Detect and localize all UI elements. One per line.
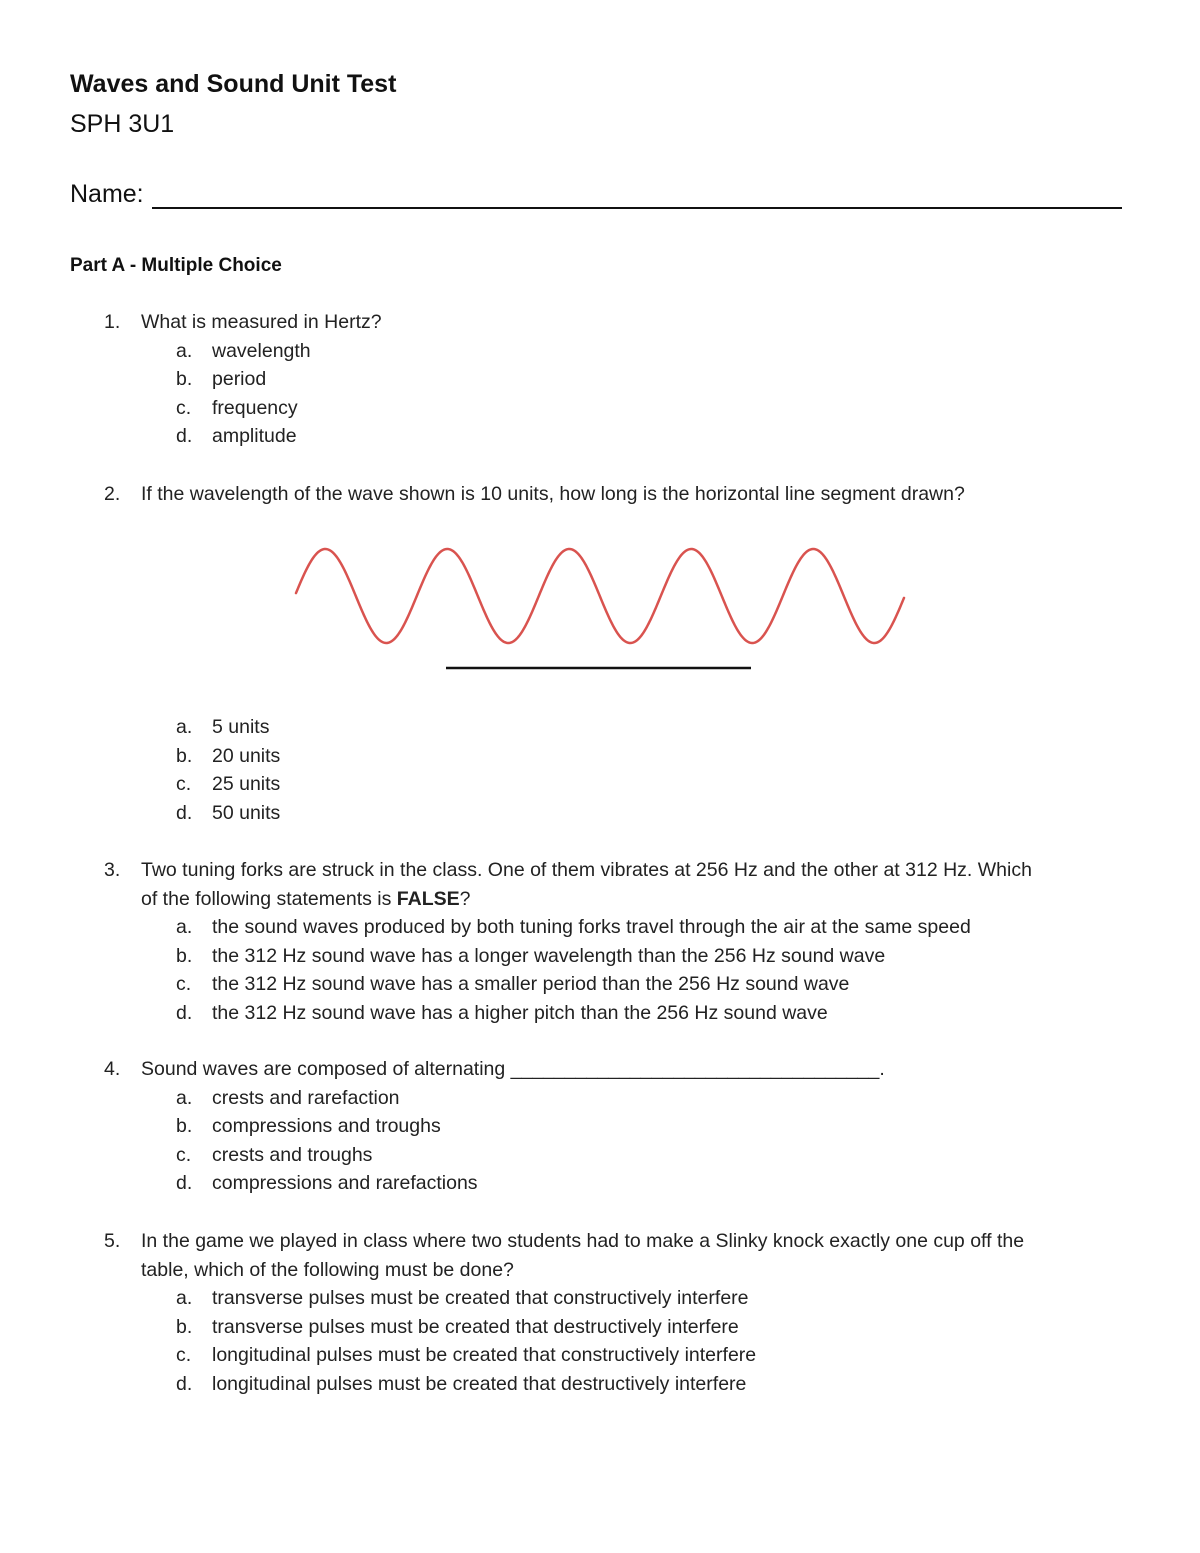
option-d[interactable] [70,422,1130,451]
name-row [70,180,1122,209]
option-text: 20 units [212,744,281,767]
option-text: transverse pulses must be created that destructively interfere [212,1315,739,1338]
question-2-options [70,713,1130,827]
option-text: the 312 Hz sound wave has a smaller period than the 256 Hz sound wave [212,973,850,995]
option-text: crests and rarefaction [212,1086,400,1109]
option-letter: b. [176,368,193,390]
option-b[interactable] [70,1313,1130,1342]
options-list [70,1084,1130,1198]
options-list [70,1284,1130,1398]
option-letter: d. [176,425,193,447]
wave-figure [290,540,910,675]
option-letter: c. [176,1344,192,1366]
option-letter: b. [176,944,193,967]
option-letter: d. [176,1001,193,1024]
option-c[interactable] [70,770,1130,799]
question-2 [70,480,1130,509]
option-text: 25 units [212,773,281,795]
name-field-line[interactable] [152,183,1122,209]
option-d[interactable] [70,1370,1130,1399]
option-letter: c. [176,396,192,419]
question-text [141,1227,1130,1284]
option-letter: b. [176,1115,193,1137]
question-number: 3. [104,859,121,881]
option-text: 5 units [212,716,270,738]
option-text: compressions and rarefactions [212,1172,478,1194]
option-text: longitudinal pulses must be created that constructively interfere [212,1344,757,1366]
option-d[interactable] [70,1169,1130,1198]
option-text: 50 units [212,801,281,824]
option-letter: a. [176,916,193,938]
option-text: the 312 Hz sound wave has a higher pitch than the 256 Hz sound wave [212,1001,828,1024]
option-text: crests and troughs [212,1143,373,1166]
option-b[interactable] [70,742,1130,771]
option-b[interactable] [70,365,1130,394]
part-a-heading: Part A - Multiple Choice [70,255,282,276]
name-label: Name: [70,180,144,208]
option-text: wavelength [212,339,311,362]
option-text: period [212,368,267,390]
question-text: Sound waves are composed of alternating __________________________________. [141,1058,885,1080]
option-letter: c. [176,973,192,995]
question-text [141,856,1130,913]
question-3 [70,856,1130,1027]
option-letter: d. [176,1172,193,1194]
question-number: 1. [104,311,121,333]
question-text-line-1: In the game we played in class where two students had to make a Slinky knock exactly one cup off the [141,1230,1025,1252]
question-1 [70,308,1130,451]
question-number: 5. [104,1230,121,1252]
options-list [70,913,1130,1027]
option-text: the 312 Hz sound wave has a longer wavelength than the 256 Hz sound wave [212,944,886,967]
option-d[interactable] [70,999,1130,1028]
option-text: frequency [212,396,298,419]
option-a[interactable] [70,713,1130,742]
false-keyword: FALSE [396,887,460,910]
question-4 [70,1055,1130,1198]
question-text-line-2 [141,885,1130,914]
option-d[interactable] [70,799,1130,828]
question-5 [70,1227,1130,1398]
option-c[interactable] [70,1341,1130,1370]
question-text: If the wavelength of the wave shown is 10 units, how long is the horizontal line segment drawn? [141,483,965,505]
option-letter: d. [176,801,193,824]
question-number: 2. [104,483,121,505]
option-c[interactable] [70,394,1130,423]
question-text-line-2: table, which of the following must be done? [141,1258,514,1281]
option-letter: c. [176,773,192,795]
option-text: amplitude [212,425,297,447]
option-text: transverse pulses must be created that constructively interfere [212,1287,749,1309]
option-b[interactable] [70,942,1130,971]
option-text: the sound waves produced by both tuning forks travel through the air at the same speed [212,916,971,938]
option-c[interactable] [70,970,1130,999]
options-list [70,713,1130,827]
question-text-line-1: Two tuning forks are struck in the class. One of them vibrates at 256 Hz and the other at 312 Hz. Which [141,859,1032,881]
question-text: What is measured in Hertz? [141,311,382,333]
option-a[interactable] [70,1084,1130,1113]
question-text-after: ? [459,887,471,910]
option-letter: b. [176,744,193,767]
question-text-before: of the following statements is [141,887,397,910]
option-b[interactable] [70,1112,1130,1141]
course-code: SPH 3U1 [70,110,175,138]
option-a[interactable] [70,1284,1130,1313]
option-letter: b. [176,1315,193,1338]
sine-wave [296,549,904,643]
option-text: longitudinal pulses must be created that destructively interfere [212,1372,747,1395]
option-letter: d. [176,1372,193,1395]
option-a[interactable] [70,913,1130,942]
option-a[interactable] [70,337,1130,366]
option-letter: a. [176,716,193,738]
question-number: 4. [104,1058,121,1080]
options-list [70,337,1130,451]
option-letter: c. [176,1143,192,1166]
option-letter: a. [176,339,193,362]
option-c[interactable] [70,1141,1130,1170]
option-letter: a. [176,1287,193,1309]
page-title: Waves and Sound Unit Test [70,70,397,98]
option-letter: a. [176,1086,193,1109]
option-text: compressions and troughs [212,1115,441,1137]
